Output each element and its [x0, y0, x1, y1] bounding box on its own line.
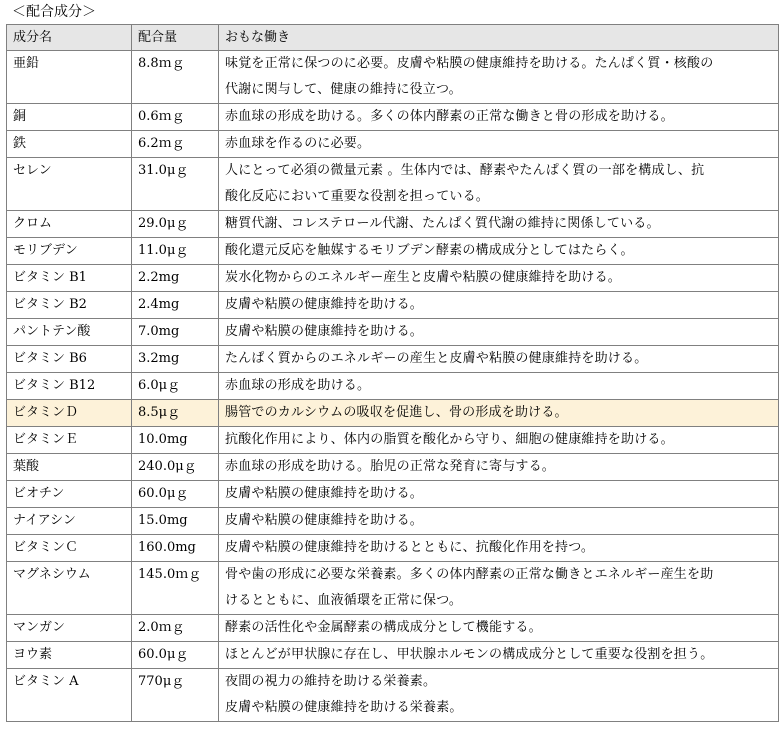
ingredient-amount: 15.0mg: [132, 508, 219, 535]
function-line: 皮膚や粘膜の健康維持を助ける栄養素。: [225, 700, 463, 715]
ingredient-amount: 31.0μｇ: [132, 158, 219, 211]
ingredient-amount: 2.0ｍｇ: [132, 615, 219, 642]
ingredient-amount: 240.0μｇ: [132, 454, 219, 481]
function-line: 骨や歯の形成に必要な栄養素。多くの体内酵素の正常な働きとエネルギー産生を助: [225, 567, 714, 582]
ingredient-amount: 8.8ｍｇ: [132, 51, 219, 104]
table-row: [7, 669, 779, 722]
ingredient-name: パントテン酸: [7, 319, 132, 346]
ingredient-name: ビタミン B1: [7, 265, 132, 292]
ingredient-amount: 2.4mg: [132, 292, 219, 319]
ingredient-amount: 60.0μｇ: [132, 642, 219, 669]
table-row: [7, 427, 779, 454]
ingredient-name: ビオチン: [7, 481, 132, 508]
ingredient-function: [219, 400, 779, 427]
table-row: [7, 292, 779, 319]
table-header-row: [7, 25, 779, 51]
ingredient-name: ビタミン B2: [7, 292, 132, 319]
function-line: 炭水化物からのエネルギー産生と皮膚や粘膜の健康維持を助ける。: [225, 270, 622, 285]
function-line: 酸化還元反応を触媒するモリブデン酵素の構成成分としてはたらく。: [225, 243, 634, 258]
function-line: ほとんどが甲状腺に存在し、甲状腺ホルモンの構成成分として重要な役割を担う。: [225, 647, 714, 662]
ingredient-function: [219, 131, 779, 158]
table-row: [7, 51, 779, 104]
ingredient-function: [219, 562, 779, 615]
ingredient-amount: 6.2ｍｇ: [132, 131, 219, 158]
ingredient-function: [219, 535, 779, 562]
ingredient-function: [219, 292, 779, 319]
table-row: [7, 265, 779, 292]
function-line: 皮膚や粘膜の健康維持を助けるとともに、抗酸化作用を持つ。: [225, 540, 595, 555]
ingredient-name: ビタミンＥ: [7, 427, 132, 454]
ingredient-amount: 0.6ｍｇ: [132, 104, 219, 131]
ingredient-function: [219, 346, 779, 373]
ingredient-name: ビタミン B6: [7, 346, 132, 373]
table-row: [7, 131, 779, 158]
table-row: [7, 238, 779, 265]
function-line: 皮膚や粘膜の健康維持を助ける。: [225, 324, 424, 339]
ingredient-amount: 160.0mg: [132, 535, 219, 562]
ingredient-name: ビタミン B12: [7, 373, 132, 400]
ingredient-name: ナイアシン: [7, 508, 132, 535]
function-line: 腸管でのカルシウムの吸収を促進し、骨の形成を助ける。: [225, 405, 568, 420]
header-name: 成分名: [7, 25, 132, 51]
ingredient-name: ヨウ素: [7, 642, 132, 669]
ingredient-name: マンガン: [7, 615, 132, 642]
ingredient-amount: 11.0μｇ: [132, 238, 219, 265]
header-amount: 配合量: [132, 25, 219, 51]
ingredient-name: 鉄: [7, 131, 132, 158]
function-line: 人にとって必須の微量元素 。生体内では、酵素やたんぱく質の一部を構成し、抗: [225, 163, 705, 178]
header-function: おもな働き: [219, 25, 779, 51]
table-row: [7, 104, 779, 131]
ingredient-amount: 6.0μｇ: [132, 373, 219, 400]
function-line: 酵素の活性化や金属酵素の構成成分として機能する。: [225, 620, 542, 635]
function-line: 酸化反応において重要な役割を担っている。: [225, 189, 490, 204]
table-row: [7, 481, 779, 508]
ingredient-function: [219, 104, 779, 131]
ingredient-amount: 145.0ｍｇ: [132, 562, 219, 615]
section-title: ＜配合成分＞: [12, 4, 96, 20]
table-row: [7, 454, 779, 481]
table-row: [7, 562, 779, 615]
ingredient-function: [219, 427, 779, 454]
table-row: [7, 346, 779, 373]
ingredients-table: [6, 24, 779, 722]
ingredient-amount: 3.2mg: [132, 346, 219, 373]
function-line: 赤血球を作るのに必要。: [225, 136, 371, 151]
ingredient-function: [219, 669, 779, 722]
table-row: [7, 158, 779, 211]
function-line: 糖質代謝、コレステロール代謝、たんぱく質代謝の維持に関係している。: [225, 216, 660, 231]
function-line: 味覚を正常に保つのに必要。皮膚や粘膜の健康維持を助ける。たんぱく質・核酸の: [225, 56, 714, 71]
function-line: 赤血球の形成を助ける。: [225, 378, 371, 393]
function-line: たんぱく質からのエネルギーの産生と皮膚や粘膜の健康維持を助ける。: [225, 351, 648, 366]
table-row: [7, 615, 779, 642]
table-row: [7, 642, 779, 669]
ingredient-name: セレン: [7, 158, 132, 211]
function-line: 抗酸化作用により、体内の脂質を酸化から守り、細胞の健康維持を助ける。: [225, 432, 674, 447]
ingredient-function: [219, 454, 779, 481]
ingredient-name: モリブデン: [7, 238, 132, 265]
ingredient-function: [219, 642, 779, 669]
ingredient-name: マグネシウム: [7, 562, 132, 615]
ingredient-name: ビタミンＤ: [7, 400, 132, 427]
ingredient-amount: 60.0μｇ: [132, 481, 219, 508]
ingredient-amount: 29.0μｇ: [132, 211, 219, 238]
ingredient-function: [219, 319, 779, 346]
function-line: 皮膚や粘膜の健康維持を助ける。: [225, 486, 424, 501]
function-line: 皮膚や粘膜の健康維持を助ける。: [225, 297, 424, 312]
function-line: 赤血球の形成を助ける。多くの体内酵素の正常な働きと骨の形成を助ける。: [225, 109, 674, 124]
ingredient-name: 亜鉛: [7, 51, 132, 104]
ingredient-amount: 8.5μｇ: [132, 400, 219, 427]
function-line: けるとともに、血液循環を正常に保つ。: [225, 593, 463, 608]
ingredient-function: [219, 211, 779, 238]
table-row: [7, 319, 779, 346]
ingredient-function: [219, 265, 779, 292]
table-row: [7, 535, 779, 562]
ingredient-function: [219, 508, 779, 535]
table-body: [7, 51, 779, 722]
ingredient-function: [219, 238, 779, 265]
table-row: [7, 400, 779, 427]
ingredient-name: 銅: [7, 104, 132, 131]
ingredient-amount: 770μｇ: [132, 669, 219, 722]
function-line: 皮膚や粘膜の健康維持を助ける。: [225, 513, 424, 528]
ingredient-name: クロム: [7, 211, 132, 238]
table-row: [7, 508, 779, 535]
ingredient-amount: 10.0mg: [132, 427, 219, 454]
ingredient-function: [219, 158, 779, 211]
ingredient-amount: 7.0mg: [132, 319, 219, 346]
ingredient-function: [219, 615, 779, 642]
table-row: [7, 211, 779, 238]
function-line: 代謝に関与して、健康の維持に役立つ。: [225, 82, 462, 97]
ingredient-amount: 2.2mg: [132, 265, 219, 292]
function-line: 赤血球の形成を助ける。胎児の正常な発育に寄与する。: [225, 459, 556, 474]
ingredient-function: [219, 373, 779, 400]
ingredient-function: [219, 51, 779, 104]
ingredient-name: ビタミン A: [7, 669, 132, 722]
ingredient-function: [219, 481, 779, 508]
table-row: [7, 373, 779, 400]
function-line: 夜間の視力の維持を助ける栄養素。: [225, 674, 437, 689]
ingredient-name: ビタミンＣ: [7, 535, 132, 562]
ingredient-name: 葉酸: [7, 454, 132, 481]
